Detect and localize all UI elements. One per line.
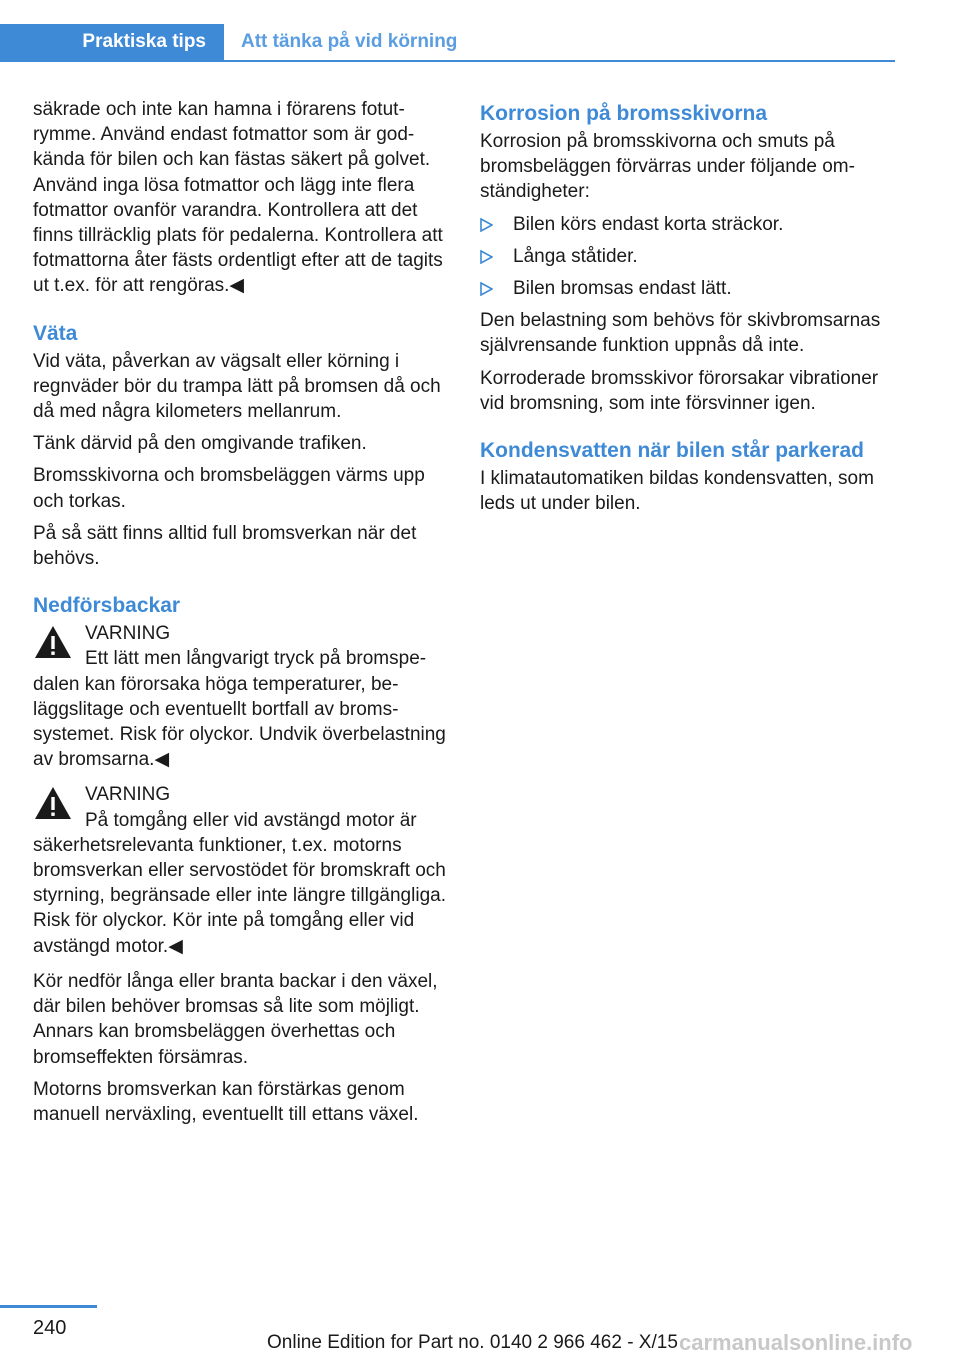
warning-title: VARNING — [85, 623, 171, 645]
list-item-text: Bilen bromsas endast lätt. — [513, 278, 732, 300]
header-divider — [0, 60, 895, 62]
warning-block-2 — [33, 782, 451, 958]
paragraph-korrosion-2: Den belastning som behövs för skivbromsarnas självrensande funktion uppnås då inte. — [480, 310, 881, 357]
paragraph-vata-3: Bromsskivorna och bromsbeläggen värms upp och torkas. — [33, 465, 425, 512]
warning-triangle-icon — [33, 624, 73, 660]
paragraph-nedfor-1: Kör nedför långa eller branta backar i den växel, där bilen behöver bromsas så lite som möjligt. Annars kan bromsbeläggen överhettas och bromseffekten försämras. — [33, 970, 438, 1068]
warning-text: På tomgång eller vid avstängd motor är säkerhetsrelevanta funktioner, t.ex. motorns bromsverkan eller servostödet för bromskraft och styrning, begränsade eller inte längre tillgängliga. Risk för olyckor. Kör inte på tomgång eller vid avstängd motor.◀ — [33, 809, 446, 957]
subsection-tab-label: Att tänka på vid körning — [241, 31, 458, 52]
section-tab[interactable] — [0, 24, 224, 60]
list-item — [480, 212, 898, 237]
list-item-text: Bilen körs endast korta sträckor. — [513, 213, 784, 235]
korrosion-list — [480, 212, 898, 302]
paragraph-vata-1: Vid väta, påverkan av vägsalt eller körning i regnväder bör du trampa lätt på bromsen då och då med några kilometers mellanrum. — [33, 350, 441, 423]
heading-kondensvatten: Kondensvatten när bilen står parkerad — [480, 439, 864, 463]
triangle-bullet-icon — [480, 282, 493, 296]
edition-note: Online Edition for Part no. 0140 2 966 462 - X/15 — [267, 1332, 678, 1353]
heading-korrosion: Korrosion på bromsskivorna — [480, 102, 768, 125]
warning-triangle-icon — [33, 785, 73, 821]
subsection-tab[interactable] — [241, 24, 457, 60]
paragraph-korrosion-3: Korroderade bromsskivor förorsakar vibrationer vid bromsning, som inte försvinner igen. — [480, 367, 879, 414]
triangle-bullet-icon — [480, 218, 493, 232]
heading-vata: Väta — [33, 321, 78, 345]
page-header — [0, 0, 895, 62]
list-item — [480, 276, 898, 301]
warning-title: VARNING — [85, 784, 171, 806]
warning-text: Ett lätt men långvarigt tryck på bromspedalen kan förorsaka höga temperaturer, beläggslitage och eventuellt bortfall av bromssystemet. Risk för olyckor. Undvik överbelastning av bromsarna.◀ — [33, 648, 446, 771]
list-item — [480, 244, 898, 269]
list-item-text: Långa ståtider. — [513, 245, 638, 267]
paragraph-vata-4: På så sätt finns alltid full bromsverkan när det behövs. — [33, 522, 417, 570]
warning-block-1 — [33, 621, 451, 772]
footer-divider — [0, 1305, 97, 1308]
section-tab-label: Praktiska tips — [82, 31, 206, 52]
right-column — [480, 97, 898, 523]
paragraph-vata-2: Tänk därvid på den omgivande trafiken. — [33, 433, 367, 455]
paragraph-floor-mats: säkrade och inte kan hamna i förarens fotutrymme. Använd endast fotmattor som är godkända för bilen och kan fästas säkert på golvet. Använd inga lösa fotmattor och lägg inte flera fotmattor ovanför varandra. Kontrollera att det finns tillräcklig plats för pedalerna. Kontrollera att fotmattorna åter fästs ordentligt efter att de tagits ut t.ex. för att rengöras.◀ — [33, 99, 443, 297]
paragraph-korrosion-1: Korrosion på bromsskivorna och smuts på bromsbeläggen förvärras under följande omständigheter: — [480, 131, 855, 203]
paragraph-nedfor-2: Motorns bromsverkan kan förstärkas genom manuell nerväxling, eventuellt till ettans växel. — [33, 1078, 419, 1125]
heading-nedforsbackar: Nedförsbackar — [33, 594, 181, 618]
paragraph-kondens-1: I klimatautomatiken bildas kondensvatten, som leds ut under bilen. — [480, 468, 874, 515]
triangle-bullet-icon — [480, 250, 493, 264]
watermark: carmanualsonline.info — [679, 1330, 913, 1355]
left-column — [33, 97, 451, 1134]
page-number: 240 — [33, 1317, 67, 1339]
